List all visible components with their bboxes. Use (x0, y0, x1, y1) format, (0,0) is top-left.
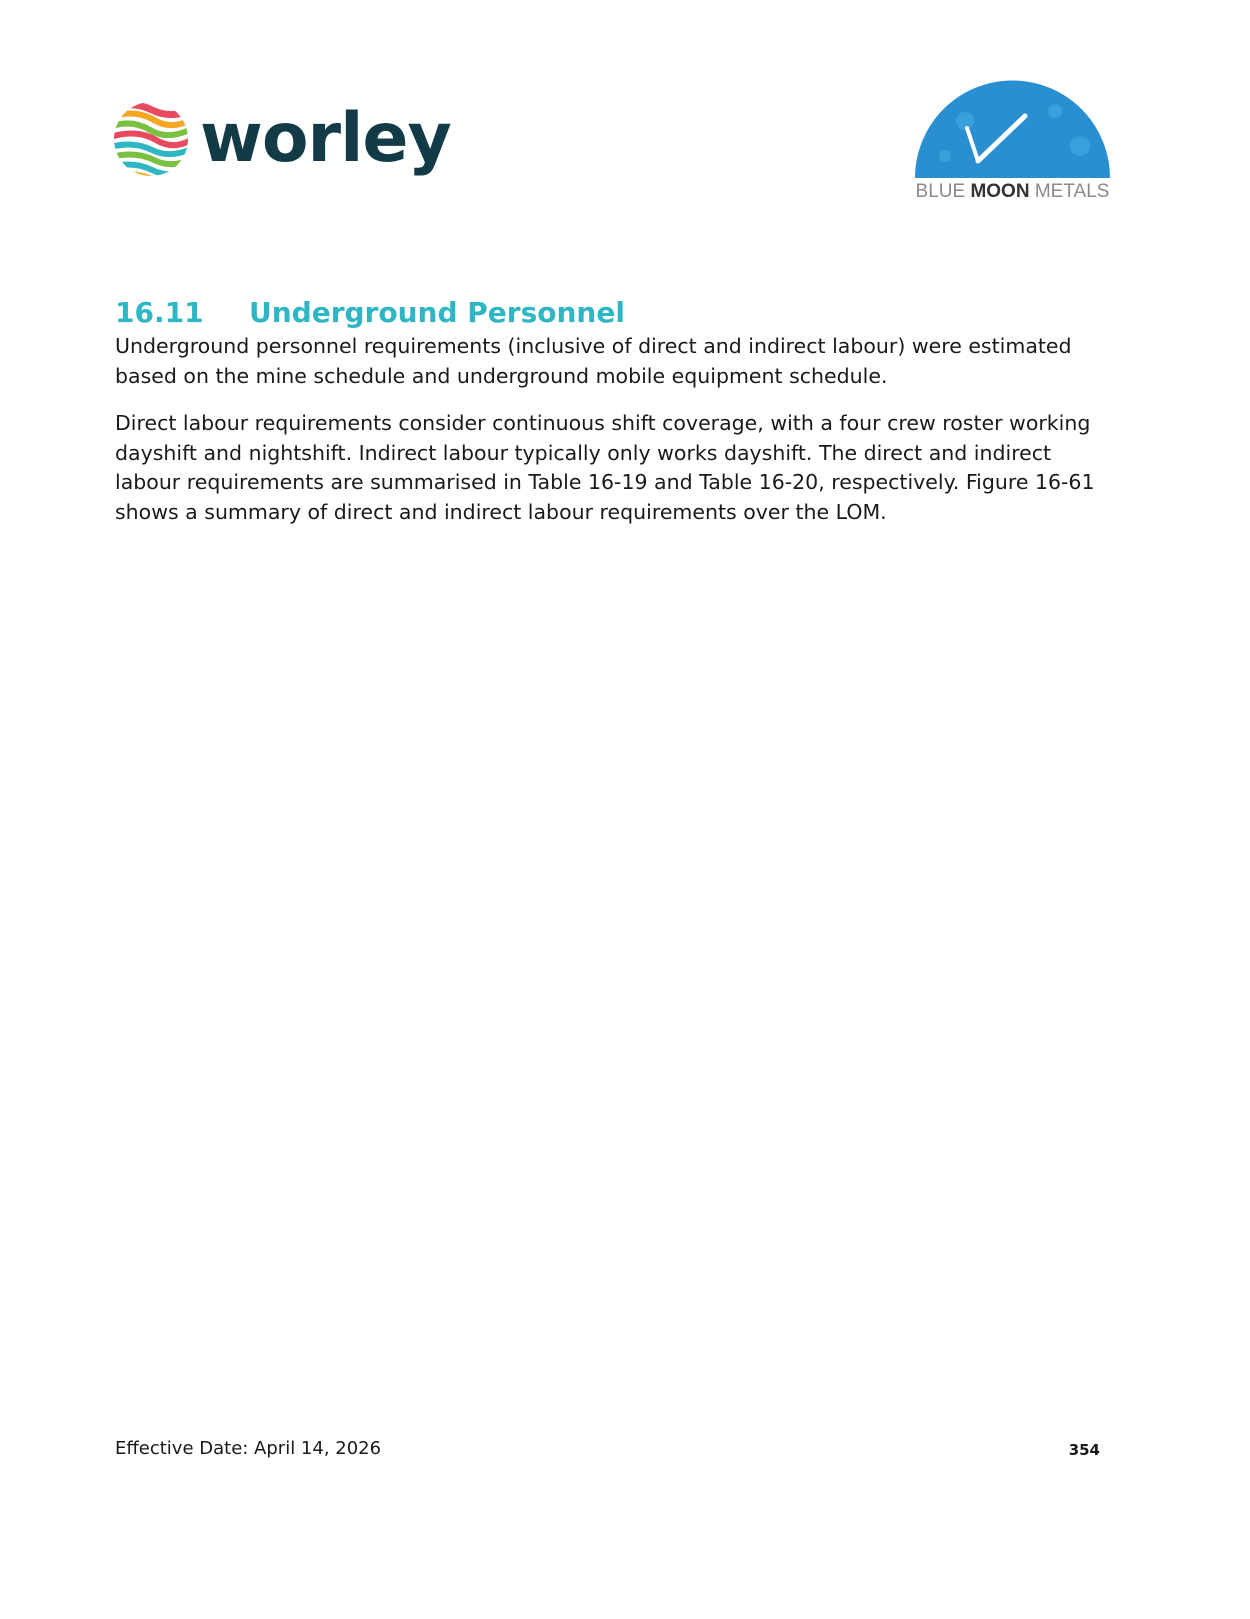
section-title: Underground Personnel (249, 296, 625, 329)
paragraph-1: Underground personnel requirements (inclusive of direct and indirect labour) were estimated based on the mine schedule and underground mobile equipment schedule. (115, 334, 1072, 388)
page-footer (115, 1438, 1100, 1459)
effective-date: Effective Date: April 14, 2026 (115, 1438, 382, 1459)
paragraph-2: Direct labour requirements consider continuous shift coverage, with a four crew roster working dayshift and nightshift. Indirect labour typically only works dayshift. The direct and indirect labour requirements are summarised in Table 16-19 and Table 16-20, respectively. Figure 16-61 shows a summary of direct and indirect labour requirements over the LOM. (115, 411, 1095, 524)
blue-moon-metals-logo (905, 76, 1120, 206)
blue-moon-wordmark: BLUE MOON METALS (915, 181, 1110, 202)
section-heading (115, 296, 625, 329)
blue-moon-icon (905, 76, 1120, 186)
page-number: 354 (1068, 1441, 1100, 1459)
worley-logo (112, 100, 451, 178)
worley-wordmark: worley (200, 99, 451, 178)
worley-globe-icon (112, 100, 190, 178)
section-number: 16.11 (115, 296, 204, 329)
